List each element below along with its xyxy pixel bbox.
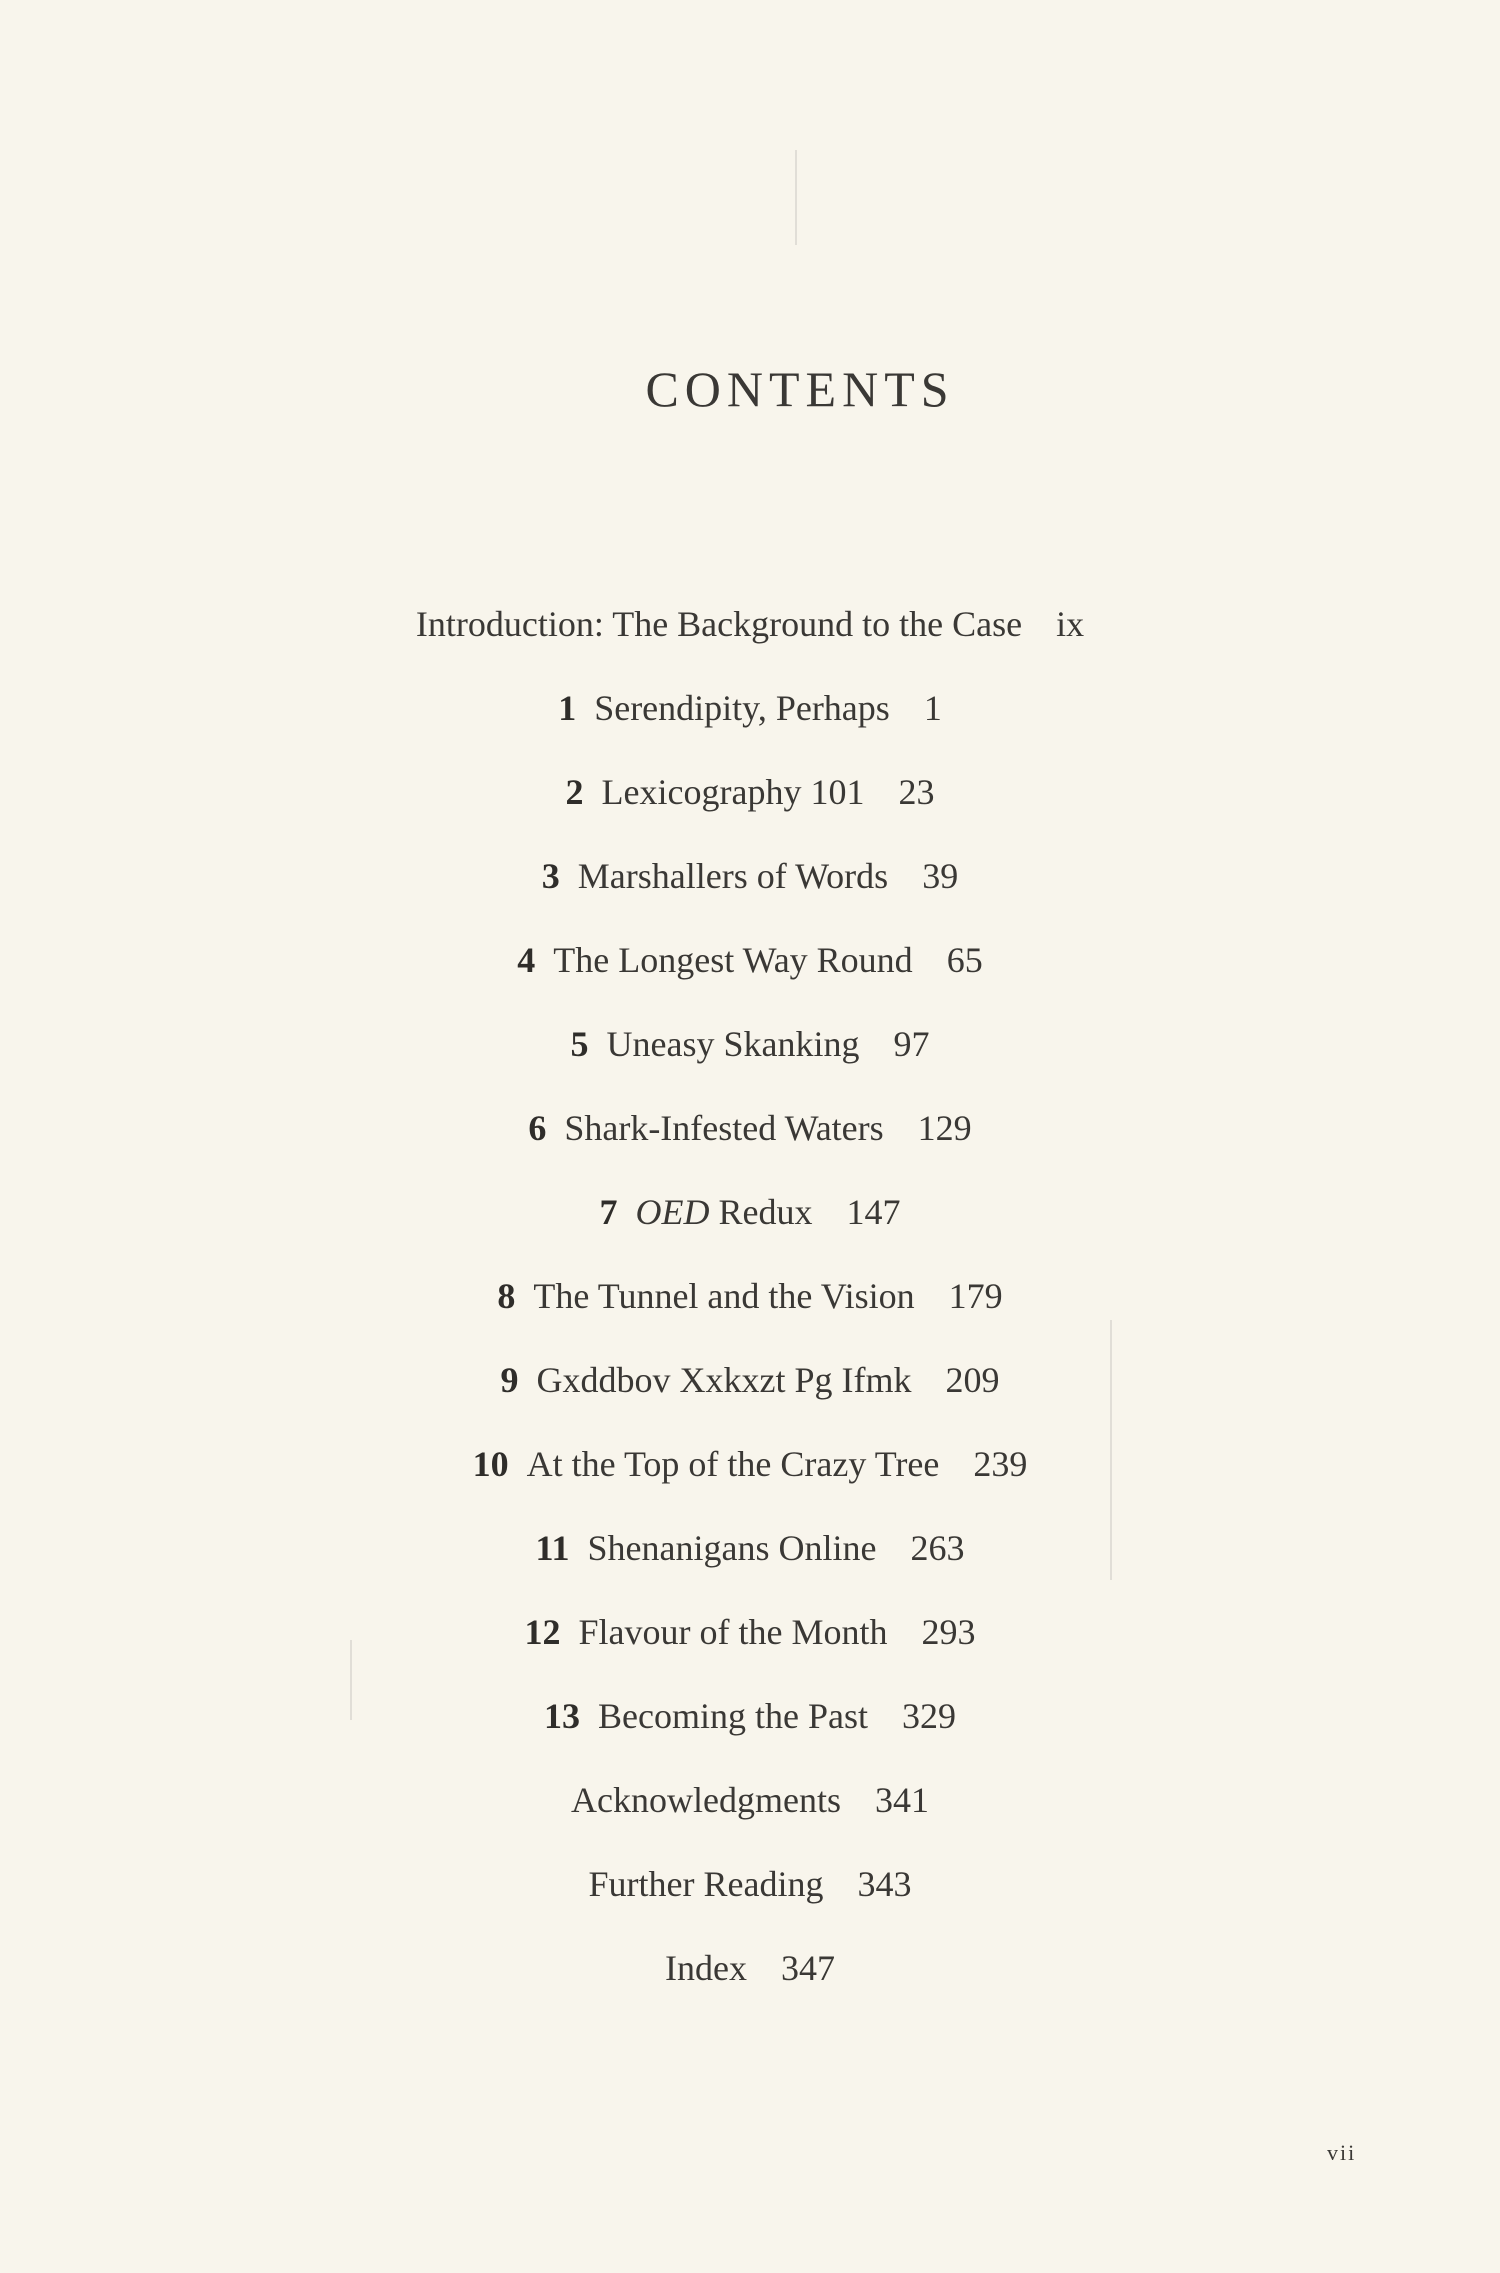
- toc-title: The Longest Way Round: [553, 940, 913, 980]
- toc-page-number: 209: [945, 1360, 1000, 1400]
- toc-page-number: 329: [901, 1696, 956, 1736]
- toc-page-number: 97: [893, 1024, 930, 1064]
- toc-row-chapter-9[interactable]: [0, 1356, 1500, 1404]
- toc-title: Acknowledgments: [571, 1780, 841, 1820]
- toc-page-number: 1: [923, 688, 942, 728]
- chapter-number: 9: [500, 1360, 519, 1400]
- chapter-number: 10: [472, 1444, 509, 1484]
- chapter-number: 4: [517, 940, 536, 980]
- toc-title: Shenanigans Online: [587, 1528, 877, 1568]
- toc-row-chapter-6[interactable]: [0, 1104, 1500, 1152]
- toc-row-chapter-12[interactable]: [0, 1608, 1500, 1656]
- toc-title: Flavour of the Month: [578, 1612, 888, 1652]
- chapter-number: 8: [497, 1276, 516, 1316]
- chapter-number: 12: [524, 1612, 561, 1652]
- toc-row-chapter-11[interactable]: [0, 1524, 1500, 1572]
- toc-row-index[interactable]: [0, 1944, 1500, 1992]
- toc-page-number: 129: [917, 1108, 972, 1148]
- page-folio: vii: [1327, 2140, 1357, 2165]
- toc-page-number: ix: [1056, 604, 1085, 644]
- chapter-number: 7: [599, 1192, 618, 1232]
- chapter-number: 2: [565, 772, 584, 812]
- toc-page-number: 347: [780, 1948, 835, 1988]
- toc-row-chapter-10[interactable]: [0, 1440, 1500, 1488]
- toc-page-number: 341: [874, 1780, 929, 1820]
- toc-row-chapter-1[interactable]: [0, 684, 1500, 732]
- toc-row-chapter-3[interactable]: [0, 852, 1500, 900]
- toc-page-number: 179: [948, 1276, 1003, 1316]
- toc-row-chapter-13[interactable]: [0, 1692, 1500, 1740]
- toc-page-number: 147: [846, 1192, 901, 1232]
- toc-title: Redux: [709, 1192, 813, 1232]
- toc-title: Introduction: The Background to the Case: [415, 604, 1023, 644]
- toc-page-number: 23: [898, 772, 935, 812]
- toc-page-number: 263: [910, 1528, 965, 1568]
- toc-title: Gxddbov Xxkxzt Pg Ifmk: [536, 1360, 912, 1400]
- toc-page-number: 239: [973, 1444, 1028, 1484]
- toc-page-number: 343: [857, 1864, 912, 1904]
- toc-title: The Tunnel and the Vision: [533, 1276, 915, 1316]
- toc-row-chapter-7[interactable]: [0, 1188, 1500, 1236]
- chapter-number: 1: [558, 688, 577, 728]
- toc-title: Index: [665, 1948, 747, 1988]
- toc-page-number: 39: [922, 856, 959, 896]
- contents-title: CONTENTS: [645, 361, 955, 417]
- toc-title: Serendipity, Perhaps: [594, 688, 890, 728]
- toc-title: At the Top of the Crazy Tree: [526, 1444, 940, 1484]
- toc-row-chapter-8[interactable]: [0, 1272, 1500, 1320]
- toc-row-chapter-5[interactable]: [0, 1020, 1500, 1068]
- toc-row-acknowledgments[interactable]: [0, 1776, 1500, 1824]
- toc-row-chapter-4[interactable]: [0, 936, 1500, 984]
- toc-title: Shark-Infested Waters: [564, 1108, 884, 1148]
- chapter-number: 3: [541, 856, 560, 896]
- toc-title: Further Reading: [588, 1864, 824, 1904]
- toc-title: Uneasy Skanking: [606, 1024, 860, 1064]
- toc-row-introduction[interactable]: [0, 600, 1500, 648]
- toc-page-number: 65: [946, 940, 983, 980]
- toc-title-italic: OED: [635, 1192, 710, 1232]
- chapter-number: 6: [528, 1108, 547, 1148]
- chapter-number: 13: [544, 1696, 581, 1736]
- toc-page-number: 293: [921, 1612, 976, 1652]
- toc-title: Marshallers of Words: [577, 856, 889, 896]
- toc-row-chapter-2[interactable]: [0, 768, 1500, 816]
- chapter-number: 5: [570, 1024, 589, 1064]
- toc-title: Lexicography 101: [601, 772, 865, 812]
- toc-title: Becoming the Past: [598, 1696, 868, 1736]
- chapter-number: 11: [535, 1528, 570, 1568]
- toc-row-further-reading[interactable]: [0, 1860, 1500, 1908]
